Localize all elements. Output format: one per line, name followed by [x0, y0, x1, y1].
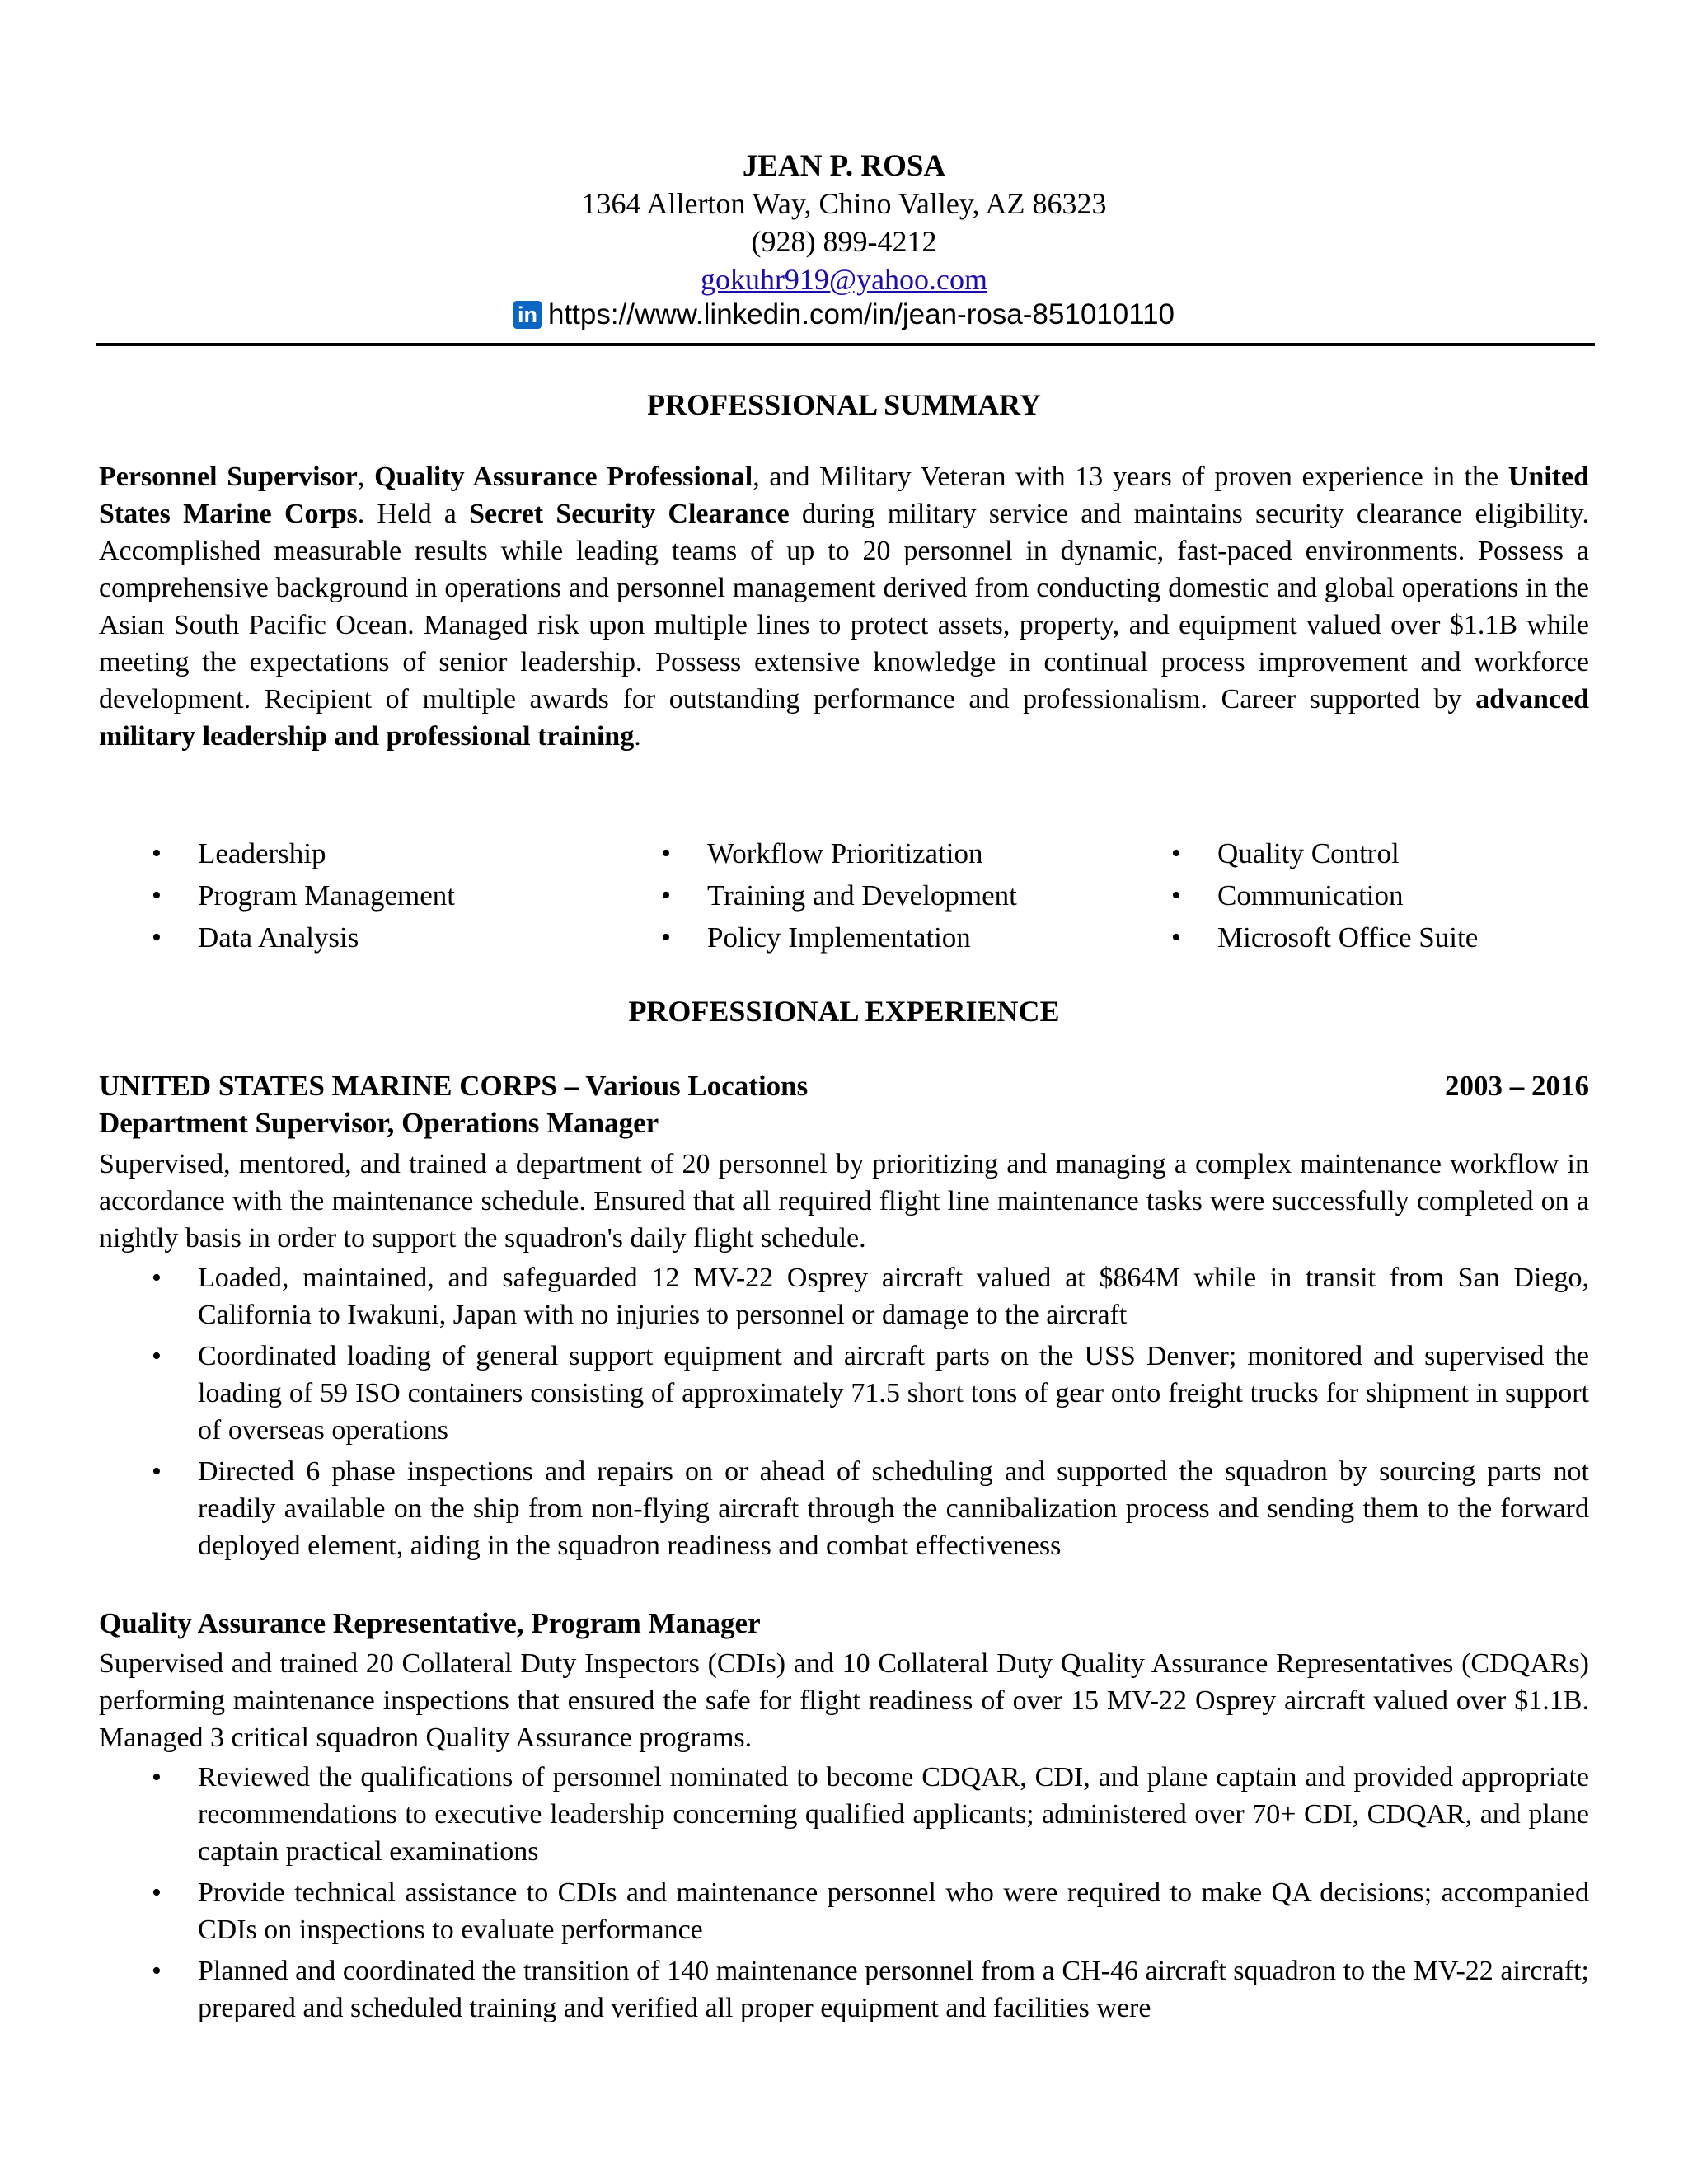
bullet-item: • Loaded, maintained, and safeguarded 12 MV-22 Osprey aircraft valued at $864M while in transit from San Diego, California to Iwakuni, Japan with no injuries to personnel or damage to the aircraft [99, 1259, 1589, 1333]
role-title: Department Supervisor, Operations Manager [99, 1107, 659, 1139]
skill-item: • Communication [1118, 874, 1478, 916]
candidate-name: JEAN P. ROSA [742, 149, 946, 183]
skill-item: • Data Analysis [99, 916, 455, 958]
bullet-item: • Planned and coordinated the transition of 140 maintenance personnel from a CH-46 aircraft squadron to the MV-22 aircraft; prepared and scheduled training and verified all proper equipment and facilities were [99, 1952, 1589, 2027]
role-bullets [99, 1259, 1589, 1568]
experience-heading: PROFESSIONAL EXPERIENCE [628, 995, 1060, 1028]
bullet-item: • Provide technical assistance to CDIs and maintenance personnel who were required to make QA decisions; accompanied CDIs on inspections to evaluate performance [99, 1874, 1589, 1948]
summary-paragraph: Personnel Supervisor, Quality Assurance Professional, and Military Veteran with 13 years of proven experience in the United States Marine Corps. Held a Secret Security Clearance during military service and maintains security clearance eligibility. Accomplished measurable results while leading teams of up to 20 personnel in dynamic, fast-paced environments. Possess a comprehensive background in operations and personnel management derived from conducting domestic and global operations in the Asian South Pacific Ocean. Managed risk upon multiple lines to protect assets, property, and equipment valued over $1.1B while meeting the expectations of senior leadership. Possess extensive knowledge in continual process improvement and workforce development. Recipient of multiple awards for outstanding performance and professionalism. Career supported by advanced military leadership and professional training. [99, 462, 1589, 752]
skill-item: • Program Management [99, 874, 455, 916]
role-description: Supervised, mentored, and trained a department of 20 personnel by prioritizing and managing a complex maintenance workflow in accordance with the maintenance schedule. Ensured that all required flight line maintenance tasks were successfully completed on a nightly basis in order to support the squadron's daily flight schedule. [99, 1149, 1589, 1254]
bullet-item: • Coordinated loading of general support equipment and aircraft parts on the USS Denver; monitored and supervised the loading of 59 ISO containers consisting of approximately 71.5 short tons of gear onto freight trucks for shipment in support of overseas operations [99, 1338, 1589, 1449]
skills-column-3 [1118, 832, 1478, 958]
employer: UNITED STATES MARINE CORPS – Various Locations [99, 1070, 809, 1102]
skill-item: • Policy Implementation [608, 916, 1017, 958]
phone: (928) 899-4212 [751, 225, 937, 258]
email-link[interactable]: gokuhr919@yahoo.com [700, 263, 988, 296]
bullet-item: • Directed 6 phase inspections and repairs on or ahead of scheduling and supported the squadron by sourcing parts not readily available on the ship from non-flying aircraft through the cannibalization process and sending them to the forward deployed element, aiding in the squadron readiness and combat effectiveness [99, 1453, 1589, 1564]
skill-item: • Quality Control [1118, 832, 1478, 874]
employer-line [99, 1070, 1589, 1103]
skill-item: • Microsoft Office Suite [1118, 916, 1478, 958]
linkedin-icon: in [513, 301, 542, 329]
summary-heading: PROFESSIONAL SUMMARY [647, 388, 1041, 421]
skills-column-2 [608, 832, 1017, 958]
address: 1364 Allerton Way, Chino Valley, AZ 86323 [581, 187, 1107, 220]
skill-item: • Training and Development [608, 874, 1017, 916]
role-bullets [99, 1759, 1589, 2031]
skills-column-1 [99, 832, 455, 958]
email-line [0, 262, 1688, 297]
role-description: Supervised and trained 20 Collateral Duty Inspectors (CDIs) and 10 Collateral Duty Quality Assurance Representatives (CDQARs) performing maintenance inspections that ensured the safe for flight readiness of over 15 MV-22 Osprey aircraft valued over $1.1B. Managed 3 critical squadron Quality Assurance programs. [99, 1648, 1589, 1753]
skill-item: • Leadership [99, 832, 455, 874]
header-divider [96, 343, 1595, 346]
role-title: Quality Assurance Representative, Program Manager [99, 1607, 761, 1639]
skill-item: • Workflow Prioritization [608, 832, 1017, 874]
employment-dates: 2003 – 2016 [1445, 1070, 1589, 1102]
linkedin-url[interactable]: https://www.linkedin.com/in/jean-rosa-851010110 [547, 298, 1175, 330]
linkedin-line [0, 298, 1688, 331]
bullet-item: • Reviewed the qualifications of personnel nominated to become CDQAR, CDI, and plane captain and provided appropriate recommendations to executive leadership concerning qualified applicants; administered over 70+ CDI, CDQAR, and plane captain practical examinations [99, 1759, 1589, 1870]
